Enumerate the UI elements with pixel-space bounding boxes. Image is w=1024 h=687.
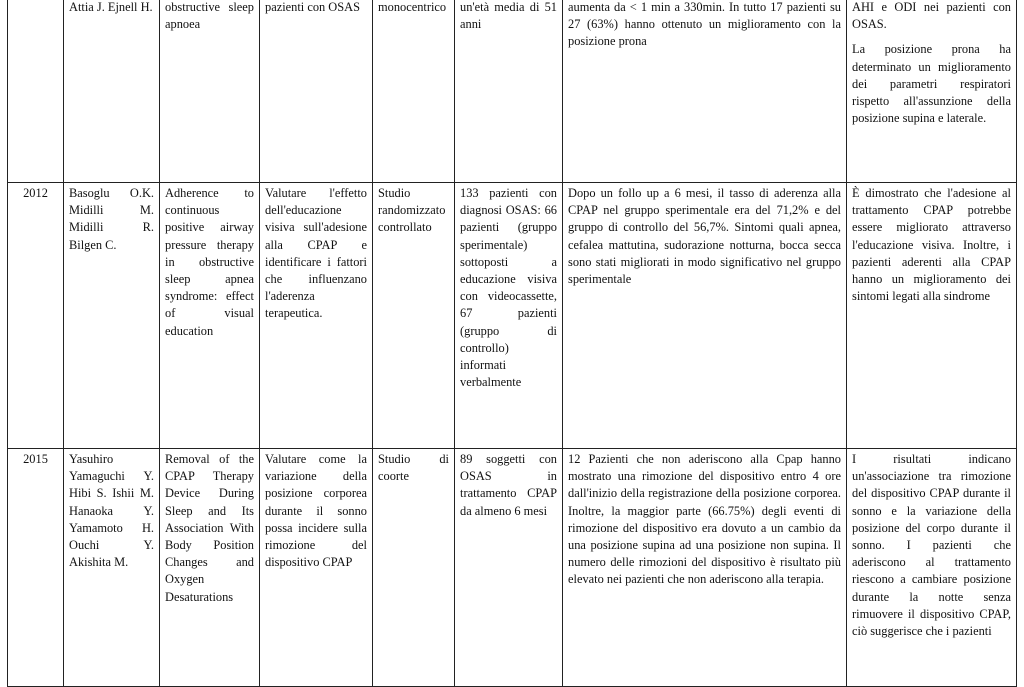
design-cell: Studio randomizzato controllato [373, 183, 455, 449]
conclusions-cell [847, 183, 1017, 449]
conclusions-cell [847, 449, 1017, 687]
literature-review-table [7, 0, 1017, 687]
sample-cell: 89 soggetti con OSAS in trattamento CPAP da almeno 6 mesi [455, 449, 563, 687]
results-cell [563, 0, 847, 183]
paragraph: AHI e ODI nei pazienti con OSAS. [852, 0, 1011, 32]
results-cell [563, 449, 847, 687]
objective-cell: Valutare l'effetto dell'educazione visiva sull'adesione alla CPAP e identificare i fattori che influenzano l'aderenza terapeutica. [260, 183, 373, 449]
title-cell: Adherence to continuous positive airway pressure therapy in obstructive sleep apnea syndrome: effect of visual education [160, 183, 260, 449]
year-cell [8, 0, 64, 183]
paragraph: 12 Pazienti che non aderiscono alla Cpap hanno mostrato una rimozione del dispositivo entro 4 ore dall'inizio della registrazione della posizione corporea. Inoltre, la maggior parte (66.75%) degli eventi di rimozione del dispositivo era dovuto a un cambio da una posizione supina ad una posizione non supina. Il numero delle rimozioni del dispositivo è risultato più elevato nei pazienti che non aderiscono alla terapia. [568, 452, 841, 587]
authors-cell: Basoglu O.K. Midilli M. Midilli R. Bilgen C. [64, 183, 160, 449]
year-cell: 2015 [8, 449, 64, 687]
design-cell: Studio di coorte [373, 449, 455, 687]
table-row [8, 0, 1017, 183]
sample-cell: un'età media di 51 anni [455, 0, 563, 183]
paragraph: I risultati indicano un'associazione tra rimozione del dispositivo CPAP durante il sonno e la variazione della posizione del corpo durante il sonno. I pazienti che aderiscono al trattamento riescono a cambiare posizione durante la notte senza rimuovere il dispositivo CPAP, ciò suggerisce che i pazienti [852, 452, 1011, 639]
objective-cell: Valutare come la variazione della posizione corporea durante il sonno possa incidere sulla rimozione del dispositivo CPAP [260, 449, 373, 687]
table-row [8, 183, 1017, 449]
design-cell: monocentrico [373, 0, 455, 183]
sample-cell: 133 pazienti con diagnosi OSAS: 66 pazienti (gruppo sperimentale) sottoposti a educazione visiva con videocassette, 67 pazienti (gruppo di controllo) informati verbalmente [455, 183, 563, 449]
title-cell: Removal of the CPAP Therapy Device During Sleep and Its Association With Body Position Changes and Oxygen Desaturations [160, 449, 260, 687]
paragraph: Dopo un follo up a 6 mesi, il tasso di aderenza alla CPAP nel gruppo sperimentale era del 71,2% e del gruppo di controllo del 56,7%. Sintomi quali apnea, cefalea mattutina, sudorazione notturna, bocca secca sono stati migliorati in modo significativo nel gruppo sperimentale [568, 186, 841, 287]
paragraph: La posizione prona ha determinato un miglioramento dei parametri respiratori rispetto all'assunzione della posizione supina e laterale. [852, 42, 1011, 126]
authors-cell: Yasuhiro Yamaguchi Y. Hibi S. Ishii M. Hanaoka Y. Yamamoto H. Ouchi Y. Akishita M. [64, 449, 160, 687]
table-row [8, 449, 1017, 687]
paragraph: aumenta da < 1 min a 330min. In tutto 17 pazienti su 27 (63%) hanno ottenuto un miglioramento con la posizione prona [568, 0, 841, 49]
year-cell: 2012 [8, 183, 64, 449]
results-cell [563, 183, 847, 449]
objective-cell: pazienti con OSAS [260, 0, 373, 183]
conclusions-cell [847, 0, 1017, 183]
authors-cell: Attia J. Ejnell H. [64, 0, 160, 183]
title-cell: obstructive sleep apnoea [160, 0, 260, 183]
paragraph: È dimostrato che l'adesione al trattamento CPAP potrebbe essere migliorato attraverso l'educazione visiva. Inoltre, i pazienti aderenti alla CPAP hanno un miglioramento dei sintomi legati alla sindrome [852, 186, 1011, 304]
